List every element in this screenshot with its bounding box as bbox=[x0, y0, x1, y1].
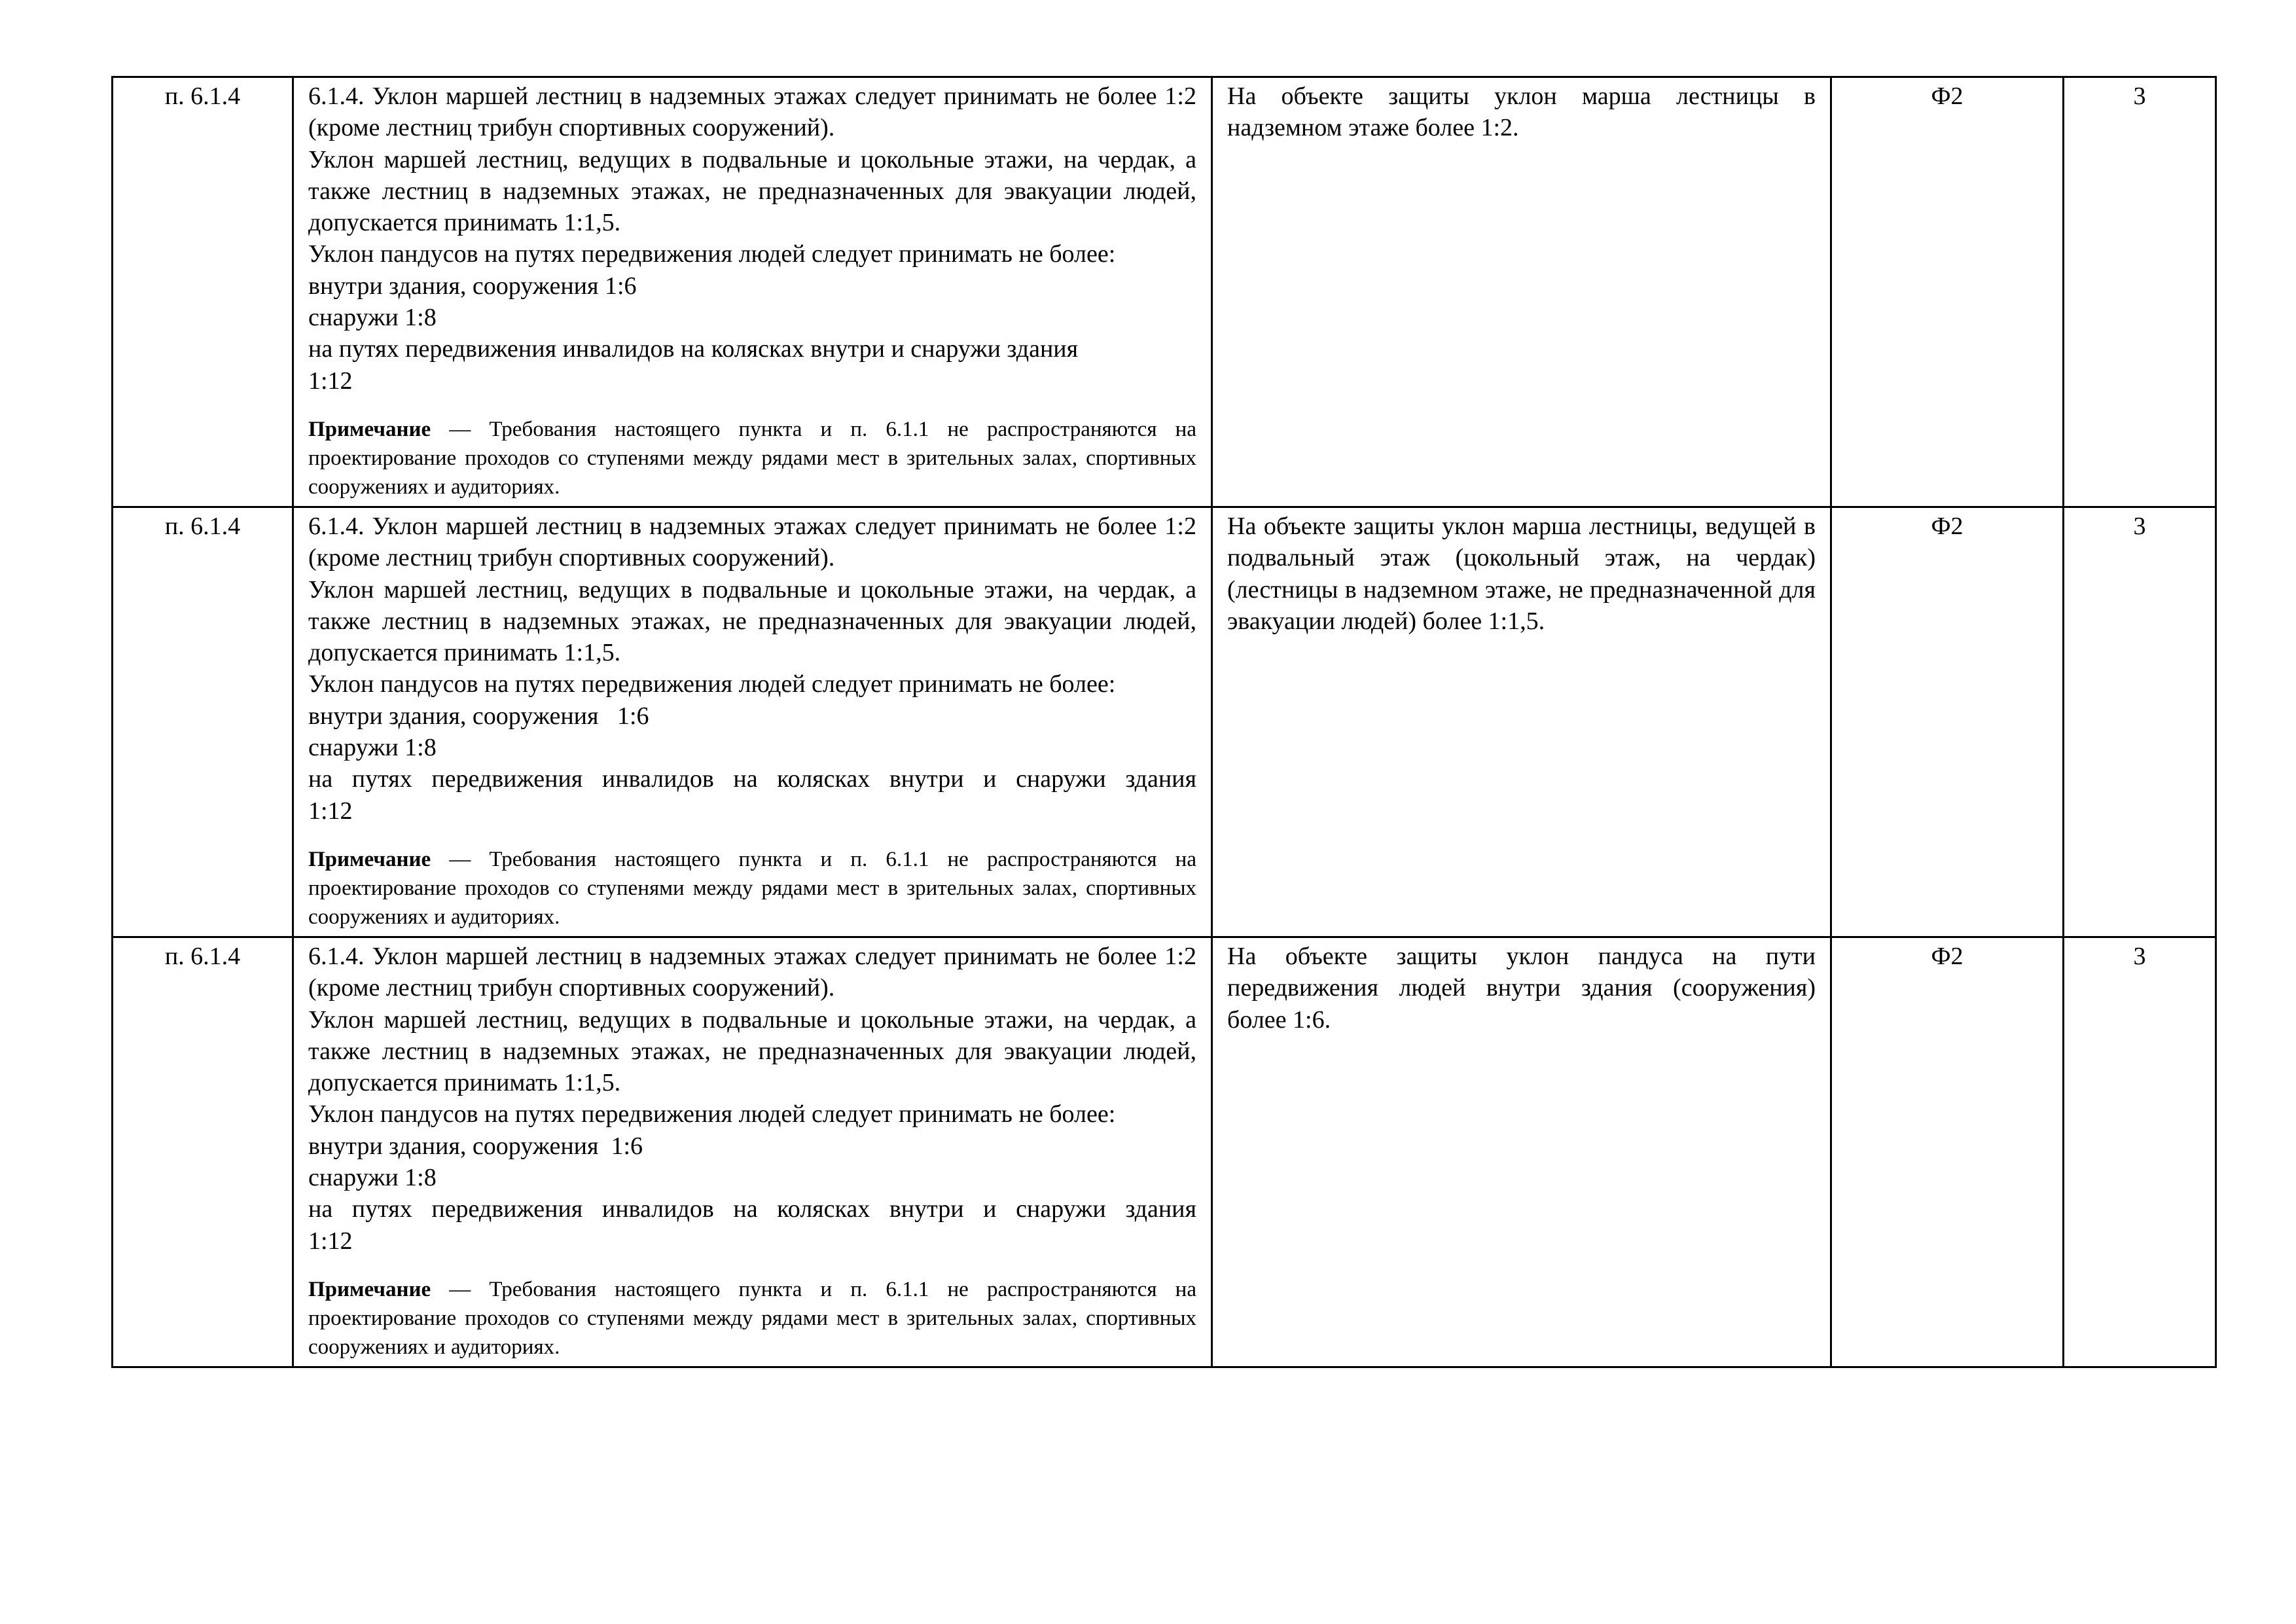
requirement-cell bbox=[293, 937, 1212, 1367]
requirement-paragraph: 6.1.4. Уклон маршей лестниц в надземных этажах следует принимать не более 1:2 (кроме лестниц трибун спортивных сооружений). bbox=[308, 82, 1196, 142]
norm-reference-cell bbox=[113, 507, 293, 937]
category-cell bbox=[1831, 507, 2064, 937]
requirement-note bbox=[308, 1275, 1196, 1362]
violation-text: На объекте защиты уклон пандуса на пути передвижения людей внутри здания (сооружения) более 1:6. bbox=[1227, 943, 1816, 1034]
requirement-note bbox=[308, 845, 1196, 931]
requirement-paragraph: Уклон маршей лестниц, ведущих в подвальные и цокольные этажи, на чердак, а также лестниц в надземных этажах, не предназначенных для эвакуации людей, допускается принимать 1:1,5. bbox=[308, 145, 1196, 237]
norm-reference-cell bbox=[113, 937, 293, 1367]
requirement-line: Уклон пандусов на путях передвижения людей следует принимать не более: bbox=[308, 240, 1116, 268]
note-text: — Требования настоящего пункта и п. 6.1.1 не распространяются на проектирование проходов со ступенями между рядами мест в зрительных залах, спортивных сооружениях и аудиториях. bbox=[308, 417, 1196, 499]
note-text: — Требования настоящего пункта и п. 6.1.1 не распространяются на проектирование проходов со ступенями между рядами мест в зрительных залах, спортивных сооружениях и аудиториях. bbox=[308, 847, 1196, 929]
requirement-paragraph: Уклон маршей лестниц, ведущих в подвальные и цокольные этажи, на чердак, а также лестниц в надземных этажах, не предназначенных для эвакуации людей, допускается принимать 1:1,5. bbox=[308, 1005, 1196, 1097]
category-value: Ф2 bbox=[1931, 943, 1964, 970]
requirement-paragraph: 6.1.4. Уклон маршей лестниц в надземных этажах следует принимать не более 1:2 (кроме лестниц трибун спортивных сооружений). bbox=[308, 943, 1196, 1002]
violation-text: На объекте защиты уклон марша лестницы, ведущей в подвальный этаж (цокольный этаж, на чердак) (лестницы в надземном этаже, не предназначенной для эвакуации людей) более 1:1,5. bbox=[1227, 513, 1816, 635]
violation-cell bbox=[1212, 77, 1831, 507]
table-row bbox=[113, 507, 2216, 937]
norm-reference: п. 6.1.4 bbox=[164, 943, 241, 970]
requirement-line: внутри здания, сооружения 1:6 bbox=[308, 272, 637, 300]
note-label: Примечание bbox=[308, 417, 431, 441]
requirement-cell bbox=[293, 507, 1212, 937]
category-cell bbox=[1831, 77, 2064, 507]
count-value: 3 bbox=[2133, 82, 2146, 110]
requirement-line: снаружи 1:8 bbox=[308, 734, 437, 762]
violation-cell bbox=[1212, 937, 1831, 1367]
category-value: Ф2 bbox=[1931, 513, 1964, 540]
count-value: 3 bbox=[2133, 513, 2146, 540]
norm-reference: п. 6.1.4 bbox=[164, 82, 241, 110]
violation-text: На объекте защиты уклон марша лестницы в надземном этаже более 1:2. bbox=[1227, 82, 1816, 142]
requirement-line: на путях передвижения инвалидов на колясках внутри и снаружи здания bbox=[308, 335, 1079, 363]
spacer bbox=[308, 397, 1196, 415]
count-cell bbox=[2064, 937, 2216, 1367]
norm-reference: п. 6.1.4 bbox=[164, 513, 241, 540]
requirement-paragraph: 6.1.4. Уклон маршей лестниц в надземных этажах следует принимать не более 1:2 (кроме лестниц трибун спортивных сооружений). bbox=[308, 513, 1196, 572]
note-label: Примечание bbox=[308, 847, 431, 871]
requirement-line: Уклон пандусов на путях передвижения людей следует принимать не более: bbox=[308, 670, 1116, 698]
requirement-cell bbox=[293, 77, 1212, 507]
table-row bbox=[113, 77, 2216, 507]
requirement-line: 1:12 bbox=[308, 1227, 353, 1255]
requirement-line: 1:12 bbox=[308, 367, 353, 395]
spacer bbox=[308, 827, 1196, 845]
requirement-line: снаружи 1:8 bbox=[308, 1164, 437, 1192]
requirement-paragraph: Уклон маршей лестниц, ведущих в подвальные и цокольные этажи, на чердак, а также лестниц в надземных этажах, не предназначенных для эвакуации людей, допускается принимать 1:1,5. bbox=[308, 575, 1196, 667]
violation-cell bbox=[1212, 507, 1831, 937]
requirement-line: Уклон пандусов на путях передвижения людей следует принимать не более: bbox=[308, 1100, 1116, 1128]
count-value: 3 bbox=[2133, 943, 2146, 970]
requirement-line: внутри здания, сооружения 1:6 bbox=[308, 702, 649, 730]
requirement-line: на путях передвижения инвалидов на колясках внутри и снаружи здания bbox=[308, 765, 1196, 793]
category-cell bbox=[1831, 937, 2064, 1367]
count-cell bbox=[2064, 507, 2216, 937]
table-row bbox=[113, 937, 2216, 1367]
count-cell bbox=[2064, 77, 2216, 507]
requirement-note bbox=[308, 415, 1196, 501]
requirement-line: на путях передвижения инвалидов на колясках внутри и снаружи здания bbox=[308, 1195, 1196, 1223]
requirement-line: внутри здания, сооружения 1:6 bbox=[308, 1132, 643, 1160]
category-value: Ф2 bbox=[1931, 82, 1964, 110]
requirements-table bbox=[111, 76, 2217, 1368]
note-text: — Требования настоящего пункта и п. 6.1.1 не распространяются на проектирование проходов со ступенями между рядами мест в зрительных залах, спортивных сооружениях и аудиториях. bbox=[308, 1277, 1196, 1359]
requirement-line: 1:12 bbox=[308, 797, 353, 825]
spacer bbox=[308, 1257, 1196, 1275]
note-label: Примечание bbox=[308, 1277, 431, 1301]
norm-reference-cell bbox=[113, 77, 293, 507]
requirement-line: снаружи 1:8 bbox=[308, 304, 437, 332]
